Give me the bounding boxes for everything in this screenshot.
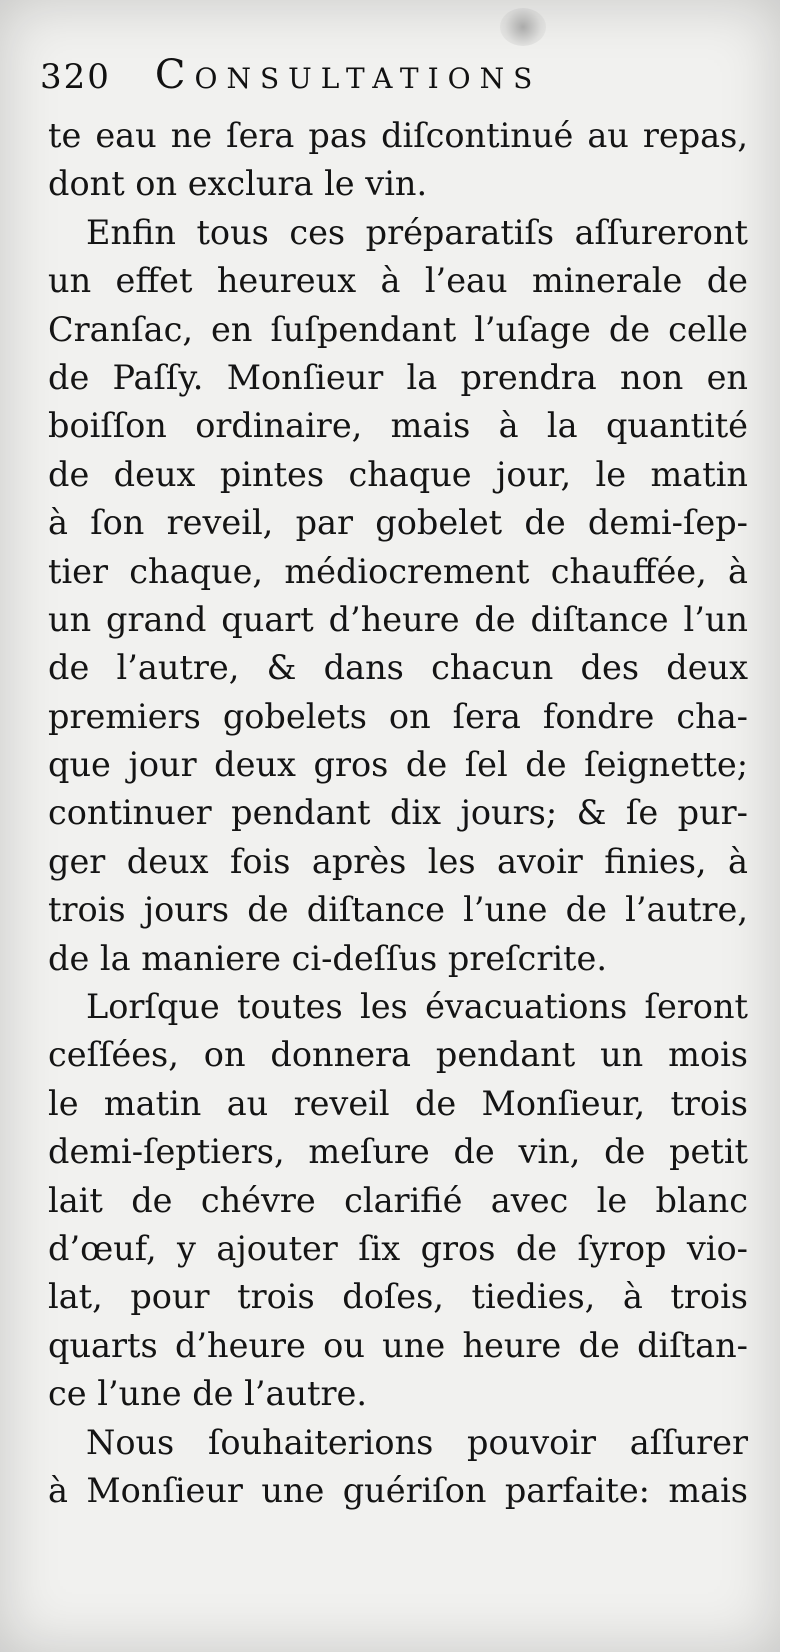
paragraph-first-line: Nous ſouhaiterions pouvoir aſſurer: [86, 1422, 748, 1462]
text-line: ger deux fois après les avoir finies, à: [48, 841, 748, 881]
text-line: le matin au reveil de Monſieur, trois: [48, 1083, 748, 1123]
text-line: Cranſac, en ſuſpendant l’uſage de celle: [48, 309, 748, 349]
text-line: quarts d’heure ou une heure de diſtan-: [48, 1325, 748, 1365]
text-line: de Paſſy. Monſieur la prendra non en: [48, 357, 748, 397]
text-line: premiers gobelets on ſera fondre cha-: [48, 696, 748, 736]
text-line: ce l’une de l’autre.: [48, 1374, 368, 1414]
text-line: de la maniere ci-deſſus preſcrite.: [48, 938, 607, 978]
paragraph-first-line: Lorſque toutes les évacuations ſeront: [86, 987, 748, 1027]
text-line: te eau ne ſera pas diſcontinué au repas,: [48, 116, 748, 155]
text-line: d’œuf, y ajouter ſix gros de ſyrop vio-: [48, 1228, 748, 1268]
body-text: [48, 112, 748, 1515]
text-line: un grand quart d’heure de diſtance l’un: [48, 599, 748, 639]
paragraph-first-line: Enfin tous ces préparatiſs aſſureront: [86, 212, 748, 252]
text-line: à Monſieur une guériſon parfaite: mais: [48, 1470, 748, 1510]
text-line: de l’autre, & dans chacun des deux: [48, 648, 748, 688]
text-line: boiſſon ordinaire, mais à la quantité: [48, 406, 748, 446]
running-head: Consultations: [154, 52, 542, 98]
text-line: lait de chévre clarifié avec le blanc: [48, 1180, 748, 1220]
text-line: ceſſées, on donnera pendant un mois: [48, 1035, 748, 1075]
page-header: [40, 52, 740, 112]
page-margin: [780, 0, 800, 1652]
text-line: demi-ſeptiers, meſure de vin, de petit: [48, 1132, 748, 1172]
text-line: lat, pour trois doſes, tiedies, à trois: [48, 1277, 748, 1317]
text-line: que jour deux gros de ſel de ſeignette;: [48, 745, 748, 785]
text-line: de deux pintes chaque jour, le matin: [48, 454, 748, 494]
text-line: un effet heureux à l’eau minerale de: [48, 261, 748, 301]
text-line: continuer pendant dix jours; & ſe pur-: [48, 793, 748, 833]
ink-stain: [500, 8, 546, 46]
page-number: 320: [40, 57, 111, 97]
text-line: à ſon reveil, par gobelet de demi-ſep-: [48, 503, 748, 543]
text-line: tier chaque, médiocrement chauffée, à: [48, 551, 748, 591]
text-line: trois jours de diſtance l’une de l’autre,: [48, 890, 748, 930]
text-line: dont on exclura le vin.: [48, 164, 428, 204]
